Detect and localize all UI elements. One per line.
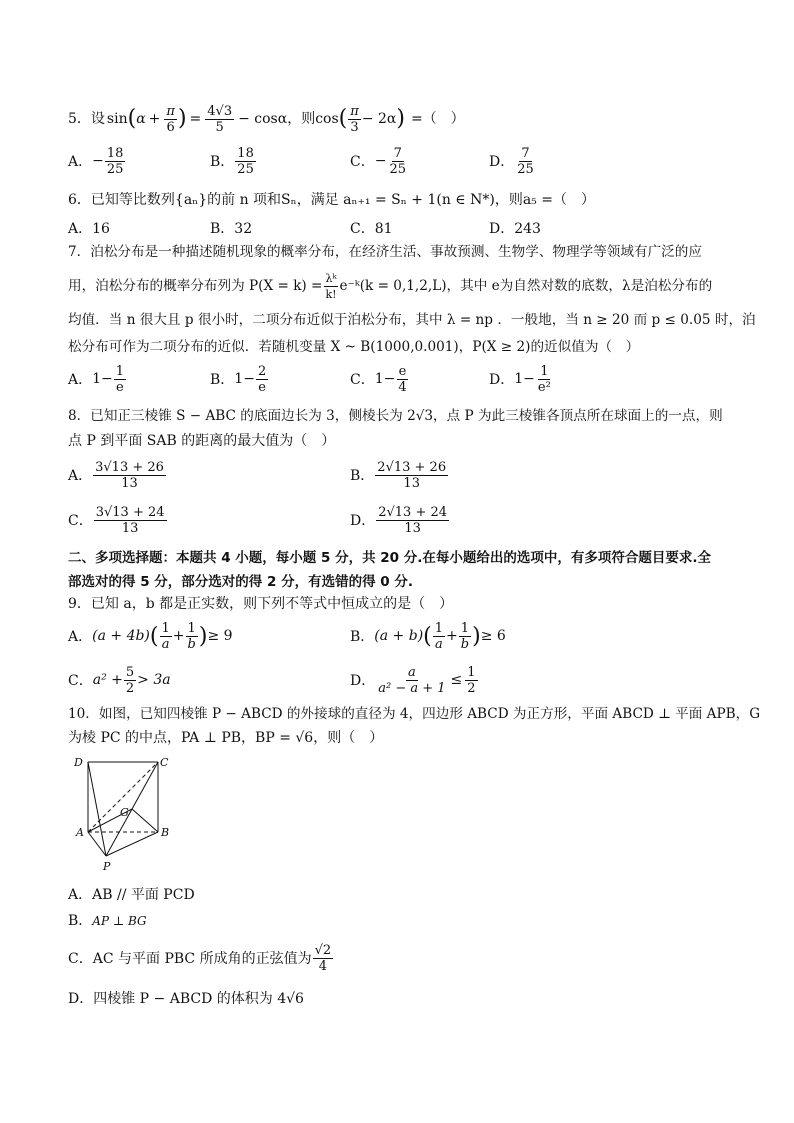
label-B: B xyxy=(161,826,170,839)
q5-rparen: ) xyxy=(177,106,187,131)
q10-option-d: D．四棱锥 P − ABCD 的体积为 4√6 xyxy=(68,991,304,1007)
q9-option-a: A． (a + 4b) ( $\frac{1}{a}$ + $\frac{1}{b}$ ) ≥ 9 xyxy=(68,620,233,652)
q8-option-a: A． $\frac{3√13 + 26}{13}$ xyxy=(68,459,164,491)
q5-frac-4sqrt3: $\frac{4√3}{5}$ xyxy=(207,103,233,135)
q5-tail: =（ ） xyxy=(410,111,465,127)
q7-option-a: A． 1− $\frac{1}{e}$ xyxy=(68,363,125,395)
q5-frac-pi6: $\frac{\pi}{6}$ xyxy=(166,103,175,135)
label-D: D xyxy=(74,756,83,769)
q8-line2: 点 P 到平面 SAB 的距离的最大值为（ ） xyxy=(68,433,336,449)
q7-line2: 用，泊松分布的概率分布列为 P(X = k) = $\frac{\text{λᵏ}}{k!}$ e⁻ᵏ(k = 0,1,2,L)，其中 e为自然对数的底数，λ是泊松分布的 xyxy=(68,271,713,301)
q5-lparen: ( xyxy=(127,106,137,131)
q6-option-a: A．16 xyxy=(68,221,110,237)
q5-option-c: C． − $\frac{7}{25}$ xyxy=(350,145,406,177)
pyramid-figure xyxy=(68,752,178,880)
q5-lparen2: ( xyxy=(338,106,348,131)
q6-option-b: B．32 xyxy=(210,221,253,237)
q5-eq: = xyxy=(189,111,202,127)
q7-line3: 均值．当 n 很大且 p 很小时，二项分布近似于泊松分布，其中 λ = np ．一般地，当 n ≥ 20 而 p ≤ 0.05 时，泊 xyxy=(68,312,756,328)
q5-cos: cos xyxy=(315,111,339,127)
q5-label: 5．设 xyxy=(68,111,105,127)
q5-plus: + xyxy=(148,111,161,127)
q6-option-c: C．81 xyxy=(350,221,393,237)
label-C: C xyxy=(160,756,169,769)
q5-frac-pi3: $\frac{\pi}{3}$ xyxy=(350,103,359,135)
q7-option-d: D． 1− $\frac{1}{\text{e²}}$ xyxy=(489,363,551,395)
section2-line2: 部选对的得 5 分，部分选对的得 2 分，有选错的得 0 分. xyxy=(68,574,414,590)
q7-line4: 松分布可作为二项分布的近似．若随机变量 X ~ B(1000,0.001)，P(X ≥ 2)的近似值为（ ） xyxy=(68,339,640,355)
edge-AC xyxy=(88,762,158,832)
q5-option-d: D． $\frac{7}{25}$ xyxy=(489,145,534,177)
label-G: G xyxy=(120,806,129,819)
q5-minus-2alpha: − 2α xyxy=(361,111,397,127)
q5-sin: sin xyxy=(106,111,128,127)
q5-alpha: α xyxy=(136,111,146,127)
q9-stem: 9．已知 a，b 都是正实数，则下列不等式中恒成立的是（ ） xyxy=(68,596,454,612)
q8-option-d: D． $\frac{2√13 + 24}{13}$ xyxy=(350,504,448,536)
q9-option-d: D． $\frac{a}{\text{a² − a + 1}}$ ≤ $\frac{1}{2}$ xyxy=(350,664,476,696)
label-A: A xyxy=(76,826,84,839)
label-P: P xyxy=(103,860,111,873)
q10-option-b: B．AP ⊥ BG xyxy=(68,913,147,929)
q10-option-c: C． AC 与平面 PBC 所成角的正弦值为 $\frac{√2}{4}$ xyxy=(68,942,332,974)
q5-option-a: A． − $\frac{18}{25}$ xyxy=(68,145,124,177)
q5-option-b: B． $\frac{18}{25}$ xyxy=(210,145,254,177)
q10-line1: 10．如图，已知四棱锥 P − ABCD 的外接球的直径为 4，四边形 ABCD 为正方形，平面 ABCD ⊥ 平面 APB，G xyxy=(68,706,761,722)
q8-option-b: B． $\frac{2√13 + 26}{13}$ xyxy=(350,459,447,491)
q6-stem: 6．已知等比数列{aₙ}的前 n 项和Sₙ，满足 aₙ₊₁ = Sₙ + 1(n ∈ N*)，则a₅ =（ ） xyxy=(68,192,595,208)
q8-option-c: C． $\frac{3√13 + 24}{13}$ xyxy=(68,504,165,536)
q7-option-c: C． 1− $\frac{e}{4}$ xyxy=(350,363,407,395)
section2-line1: 二、多项选择题：本题共 4 小题，每小题 5 分，共 20 分.在每小题给出的选项中，有多项符合题目要求.全 xyxy=(68,550,712,566)
q6-option-d: D．243 xyxy=(489,221,541,237)
q9-option-b: B． (a + b) ( $\frac{1}{a}$ + $\frac{1}{b}$ ) ≥ 6 xyxy=(350,620,506,652)
q5-stem xyxy=(68,102,465,136)
q10-option-a: A．AB // 平面 PCD xyxy=(68,887,195,903)
q7-option-b: B． 1− $\frac{2}{e}$ xyxy=(210,363,267,395)
q10-line2: 为棱 PC 的中点，PA ⊥ PB，BP = √6，则（ ） xyxy=(68,730,384,746)
q5-minus-cos: − cosα，则 xyxy=(238,111,316,127)
edge-BP xyxy=(106,832,158,856)
q9-option-c: C． a² + $\frac{5}{2}$ > 3a xyxy=(68,664,171,696)
q5-rparen2: ) xyxy=(396,106,405,131)
q7-line1: 7．泊松分布是一种描述随机现象的概率分布，在经济生活、事故预测、生物学、物理学等领域有广泛的应 xyxy=(68,244,702,260)
edge-DP xyxy=(88,762,106,856)
q8-line1: 8．已知正三棱锥 S − ABC 的底面边长为 3，侧棱长为 2√3，点 P 为此三棱锥各顶点所在球面上的一点，则 xyxy=(68,408,723,424)
edge-BG xyxy=(132,809,158,832)
